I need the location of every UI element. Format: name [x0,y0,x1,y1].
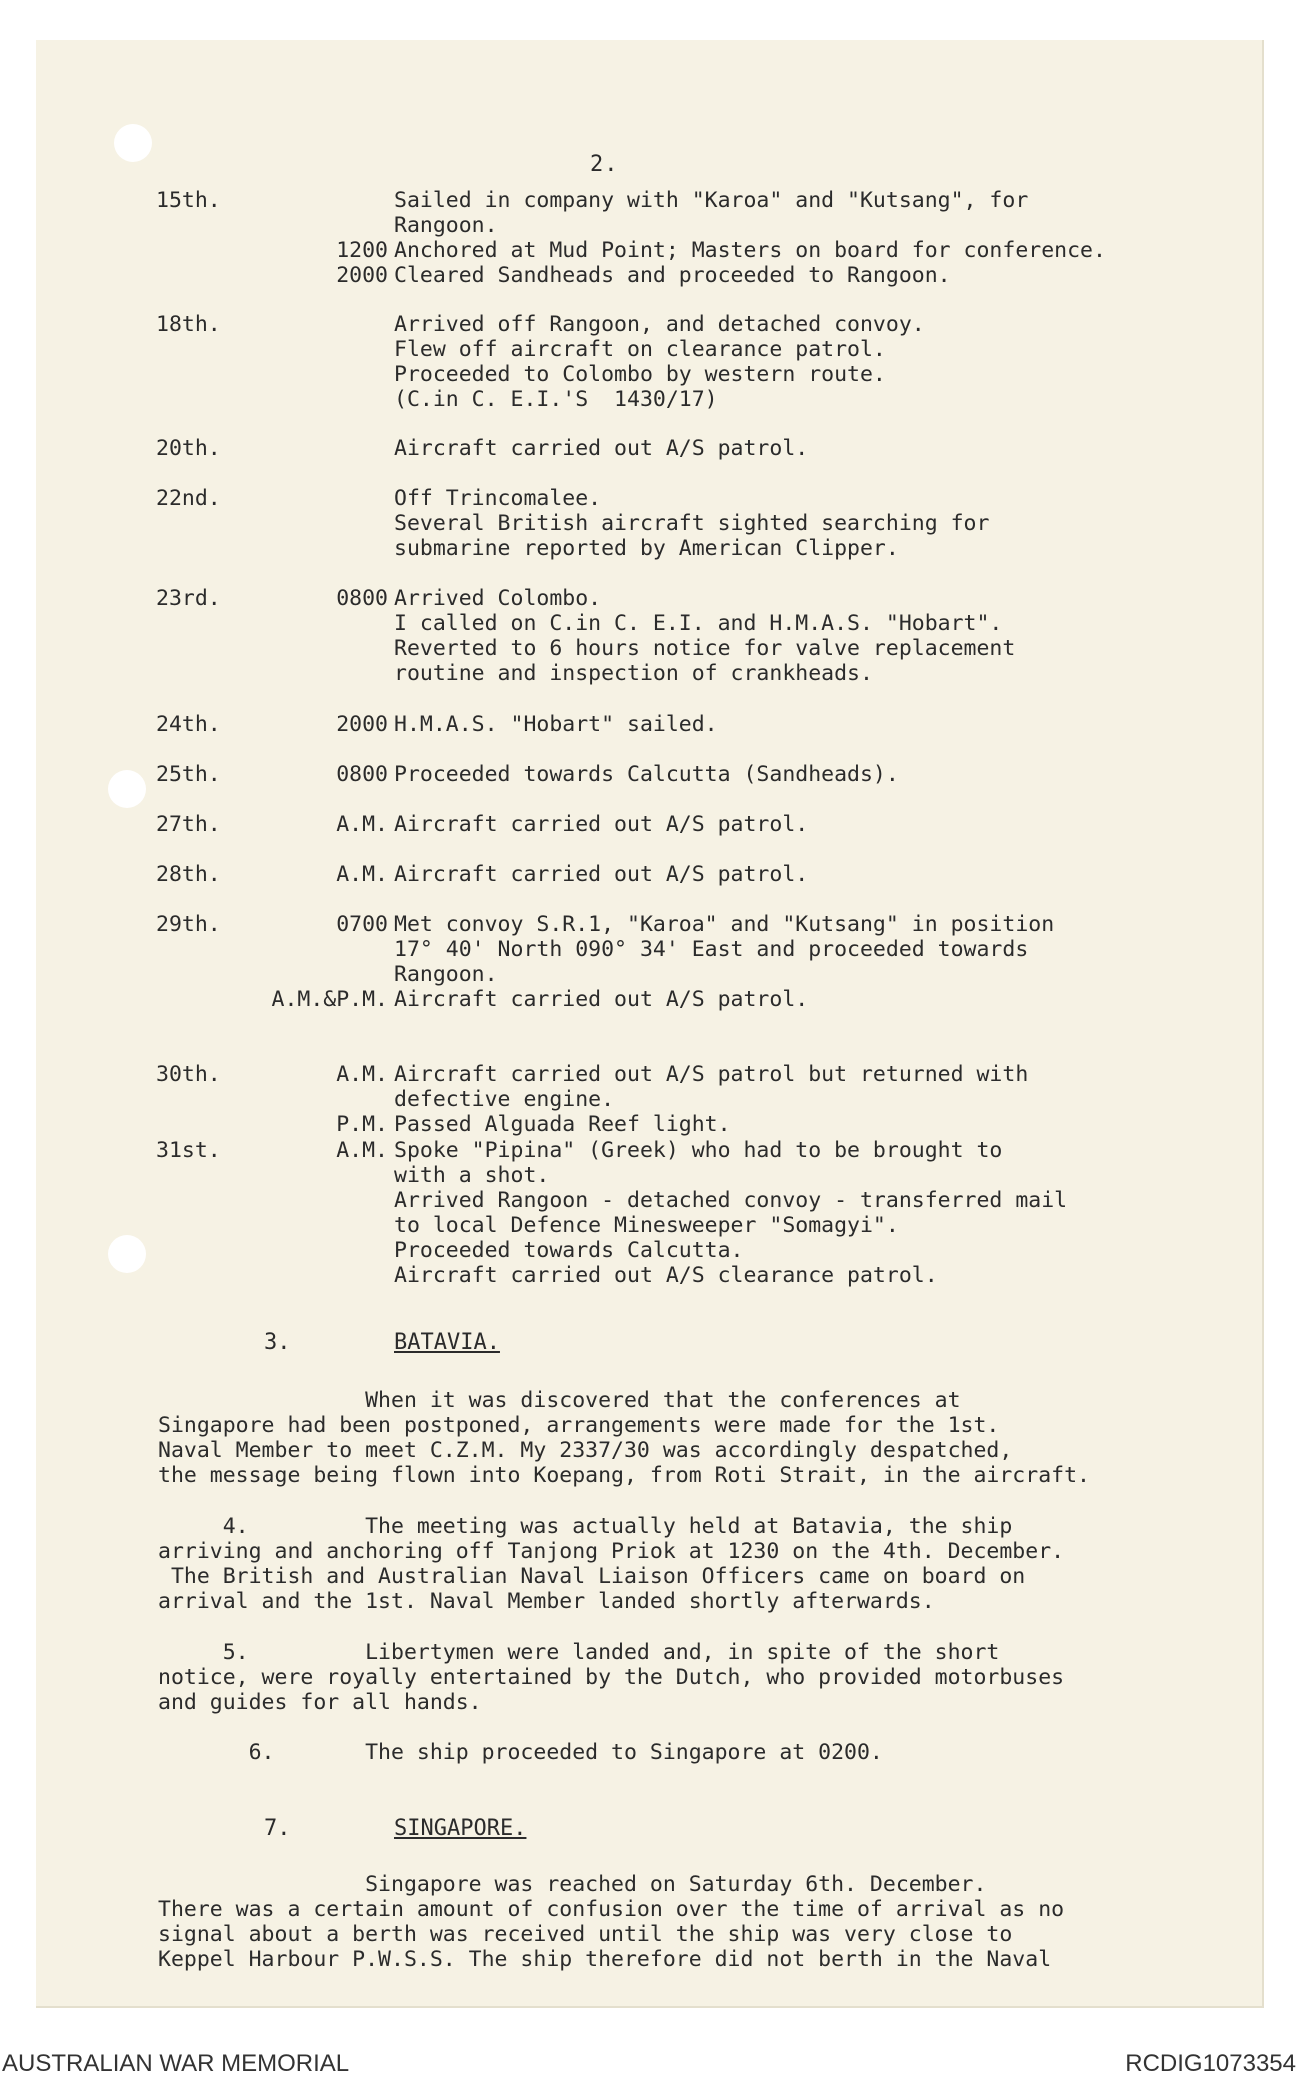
page-number: 2. [590,152,619,177]
paragraph-line: There was a certain amount of confusion over the time of arrival as no [158,1897,1065,1922]
entry-time: A.M. [336,1138,388,1163]
entry-line: 17° 40' North 090° 34' East and proceeded towards [394,937,1029,962]
entry-day: 23rd. [156,586,221,611]
entry-text [394,188,1106,288]
entry-line: Rangoon. [394,213,498,238]
section-title: BATAVIA. [394,1330,500,1355]
entry-line: Reverted to 6 hours notice for valve replacement [394,636,1016,661]
paragraph-line: and guides for all hands. [158,1690,482,1715]
entry-times [236,1062,388,1137]
entry-line: Arrived off Rangoon, and detached convoy. [394,312,925,337]
paragraph-line: Singapore was reached on Saturday 6th. December. [158,1872,987,1897]
document-page [36,40,1264,2008]
entry-line: Arrived Colombo. [394,586,602,611]
entry-text [394,912,1054,1012]
entry-time [236,213,388,238]
entry-text [394,762,899,787]
entry-line: submarine reported by American Clipper. [394,536,899,561]
paragraph-6 [158,1740,883,1765]
entry-text [394,712,718,737]
entry-times [236,586,388,611]
entry-line: defective engine. [394,1087,615,1112]
entry-time: A.M.&P.M. [271,987,388,1012]
section-number: 7. [264,1816,291,1841]
paragraph-4 [158,1514,1064,1614]
entry-line: Passed Alguada Reef light. [394,1112,731,1137]
paragraph-line: 4. The meeting was actually held at Batavia, the ship [158,1514,1013,1539]
entry-line: Aircraft carried out A/S clearance patrol. [394,1263,938,1288]
paragraph-line: Naval Member to meet C.Z.M. My 2337/30 was accordingly despatched, [158,1438,1013,1463]
paragraph-7 [158,1872,1064,1972]
entry-times [236,712,388,737]
entry-line: Proceeded towards Calcutta. [394,1238,744,1263]
entry-day: 29th. [156,912,221,937]
paragraph-3 [158,1388,1090,1488]
entry-day: 22nd. [156,486,221,511]
entry-time: P.M. [336,1112,388,1137]
entry-day: 28th. [156,862,221,887]
entry-day: 30th. [156,1062,221,1087]
paragraph-line: Singapore had been postponed, arrangements were made for the 1st. [158,1413,1000,1438]
entry-line: to local Defence Minesweeper "Somagyi". [394,1213,899,1238]
section-number: 3. [264,1330,291,1355]
entry-text [394,1138,1067,1288]
paragraph-line: The British and Australian Naval Liaison Officers came on board on [158,1564,1026,1589]
entry-text [394,862,808,887]
entry-times [236,762,388,787]
entry-line: Proceeded towards Calcutta (Sandheads). [394,762,899,787]
paragraph-line: notice, were royally entertained by the Dutch, who provided motorbuses [158,1665,1065,1690]
entry-line: (C.in C. E.I.'S 1430/17) [394,387,718,412]
paragraph-line: arriving and anchoring off Tanjong Priok at 1230 on the 4th. December. [158,1539,1065,1564]
entry-day: 31st. [156,1138,221,1163]
entry-times [236,1138,388,1163]
entry-time [236,962,388,987]
entry-line: I called on C.in C. E.I. and H.M.A.S. "Hobart". [394,611,1003,636]
entry-line: Aircraft carried out A/S patrol. [394,812,809,837]
entry-times [236,812,388,837]
entry-text [394,436,808,461]
entry-times [236,912,388,1012]
entry-time: A.M. [336,812,388,837]
entry-line: with a shot. [394,1163,550,1188]
entry-time: 2000 [336,712,388,737]
entry-text [394,312,925,412]
entry-day: 25th. [156,762,221,787]
entry-day: 18th. [156,312,221,337]
entry-time [236,937,388,962]
entry-line: Met convoy S.R.1, "Karoa" and "Kutsang" in position [394,912,1055,937]
entry-line: Spoke "Pipina" (Greek) who had to be brought to [394,1138,1003,1163]
paragraph-line: the message being flown into Koepang, from Roti Strait, in the aircraft. [158,1463,1090,1488]
paragraph-line: arrival and the 1st. Naval Member landed shortly afterwards. [158,1589,935,1614]
entry-line: Several British aircraft sighted searching for [394,511,990,536]
entry-time: 0800 [336,586,388,611]
entry-day: 24th. [156,712,221,737]
entry-line: routine and inspection of crankheads. [394,661,873,686]
entry-text [394,586,1015,686]
entry-line: Anchored at Mud Point; Masters on board for conference. [394,238,1106,263]
entry-day: 15th. [156,188,221,213]
entry-text [394,812,808,837]
entry-line: Aircraft carried out A/S patrol. [394,436,809,461]
entry-day: 20th. [156,436,221,461]
punch-hole [108,1235,146,1273]
entry-line: Aircraft carried out A/S patrol. [394,987,809,1012]
footer-credit: AUSTRALIAN WAR MEMORIAL [2,2050,350,2077]
paragraph-5 [158,1640,1064,1715]
section-title: SINGAPORE. [394,1816,527,1841]
entry-line: Rangoon. [394,962,498,987]
entry-text [394,1062,1028,1137]
paragraph-line: 6. The ship proceeded to Singapore at 0200. [158,1740,883,1765]
entry-time: 2000 [336,263,388,288]
entry-time: 0800 [336,762,388,787]
entry-line: H.M.A.S. "Hobart" sailed. [394,712,718,737]
entry-line: Flew off aircraft on clearance patrol. [394,337,886,362]
entry-day: 27th. [156,812,221,837]
entry-times [236,862,388,887]
entry-line: Arrived Rangoon - detached convoy - transferred mail [394,1188,1068,1213]
punch-hole [108,770,146,808]
entry-time: A.M. [336,1062,388,1087]
footer-id: RCDIG1073354 [1125,2050,1296,2077]
entry-line: Aircraft carried out A/S patrol. [394,862,809,887]
entry-line: Proceeded to Colombo by western route. [394,362,886,387]
paragraph-line: Keppel Harbour P.W.S.S. The ship therefore did not berth in the Naval [158,1947,1052,1972]
entry-line: Off Trincomalee. [394,486,602,511]
paragraph-line: 5. Libertymen were landed and, in spite of the short [158,1640,1000,1665]
paragraph-line: When it was discovered that the conferences at [158,1388,961,1413]
entry-line: Sailed in company with "Karoa" and "Kutsang", for [394,188,1029,213]
entry-time: 0700 [336,912,388,937]
entry-time [236,188,388,213]
entry-time [236,1087,388,1112]
entry-times [236,188,388,288]
entry-line: Aircraft carried out A/S patrol but returned with [394,1062,1029,1087]
entry-line: Cleared Sandheads and proceeded to Rangoon. [394,263,951,288]
punch-hole [114,124,152,162]
entry-time: A.M. [336,862,388,887]
entry-text [394,486,989,561]
entry-time: 1200 [336,238,388,263]
paragraph-line: signal about a berth was received until the ship was very close to [158,1922,1013,1947]
